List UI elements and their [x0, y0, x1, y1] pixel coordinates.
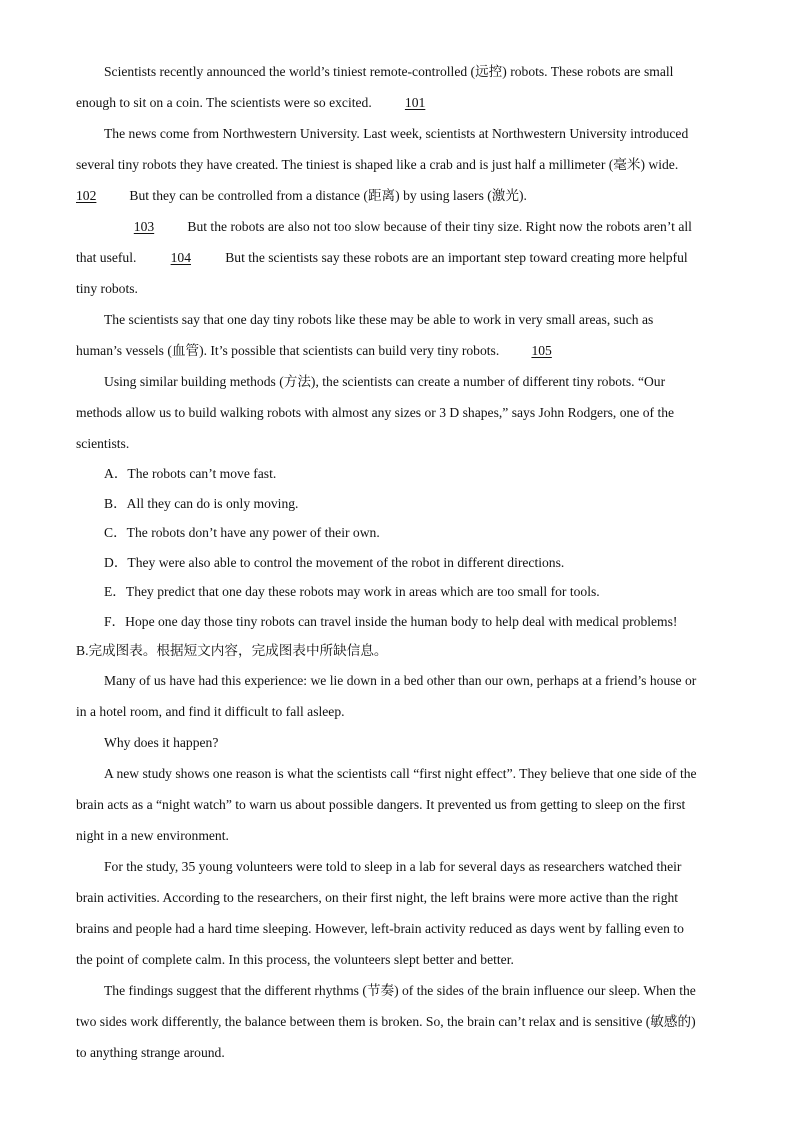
- option-c: C．The robots don’t have any power of their own.: [104, 525, 380, 540]
- section-b-p4-line4: the point of complete calm. In this process, the volunteers slept better and better.: [76, 952, 514, 967]
- passage-a-p2-line3: [76, 180, 724, 211]
- passage-a-p5-line1: Using similar building methods (方法), the scientists can create a number of different tiny robots. “Our: [104, 374, 666, 389]
- section-b-p4-line3: brains and people had a hard time sleeping. However, left-brain activity reduced as days went by falling even to: [76, 921, 684, 936]
- section-b-p1-line2: in a hotel room, and find it difficult to fall asleep.: [76, 704, 345, 719]
- section-b-p5-line2: two sides work differently, the balance between them is broken. So, the brain can’t relax and is sensitive (敏感的): [76, 1014, 696, 1029]
- option-f: F．Hope one day those tiny robots can travel inside the human body to help deal with medical problems!: [104, 613, 678, 629]
- blank-104[interactable]: 104: [170, 250, 191, 265]
- blank-101[interactable]: 101: [404, 95, 426, 110]
- passage-a-p1-text: enough to sit on a coin. The scientists were so excited.: [76, 95, 376, 110]
- option-e: E．They predict that one day these robots may work in areas which are too small for tools.: [104, 584, 600, 599]
- option-a: A．The robots can’t move fast.: [104, 466, 277, 481]
- passage-a-p2-line2: several tiny robots they have created. The tiniest is shaped like a crab and is just half a millimeter (毫米) wide.: [76, 157, 679, 172]
- passage-a-p5-line3: scientists.: [76, 436, 130, 451]
- blank-102[interactable]: 102: [76, 188, 97, 203]
- passage-a-p1-line2: [76, 87, 724, 118]
- passage-a-p3-text-2: that useful.: [76, 250, 140, 265]
- section-b-heading: B.完成图表。根据短文内容，完成图表中所缺信息。: [76, 643, 388, 658]
- passage-a-p4-line1: The scientists say that one day tiny robots like these may be able to work in very small areas, such as: [104, 312, 654, 327]
- section-b-p3-line3: night in a new environment.: [76, 828, 229, 843]
- passage-a-p3-line2: [76, 242, 724, 273]
- passage-a-p3-line1: [76, 211, 724, 242]
- passage-a-p4-line2: [76, 335, 724, 366]
- section-b-p3-line2: brain acts as a “night watch” to warn us about possible dangers. It prevented us from getting to sleep on the first: [76, 797, 686, 812]
- passage-a-p3-line3: tiny robots.: [76, 281, 138, 296]
- option-b: B．All they can do is only moving.: [104, 495, 299, 511]
- blank-105[interactable]: 105: [531, 343, 552, 358]
- passage-a-p3-text-3: But the scientists say these robots are an important step toward creating more helpful: [221, 250, 688, 265]
- section-b-p1-line1: Many of us have had this experience: we lie down in a bed other than our own, perhaps at a friend’s house or: [104, 673, 697, 688]
- section-b-p4-line2: brain activities. According to the researchers, on their first night, the left brains were more active than the right: [76, 890, 679, 905]
- options-list: [76, 459, 724, 636]
- option-d: D．They were also able to control the movement of the robot in different directions.: [104, 554, 565, 570]
- section-b-p2: Why does it happen?: [104, 735, 219, 750]
- passage-a-p2-line1: The news come from Northwestern University. Last week, scientists at Northwestern University introduced: [104, 126, 689, 141]
- section-b-p4-line1: For the study, 35 young volunteers were told to sleep in a lab for several days as researchers watched their: [104, 859, 682, 874]
- passage-a-p1-line1: Scientists recently announced the world’s tiniest remote-controlled (远控) robots. These robots are small: [104, 64, 674, 79]
- section-b-p3-line1: A new study shows one reason is what the scientists call “first night effect”. They believe that one side of the: [104, 766, 697, 781]
- blank-103[interactable]: 103: [133, 219, 155, 234]
- document-page: [76, 56, 724, 1068]
- section-b-p5-line3: to anything strange around.: [76, 1045, 225, 1060]
- passage-a-p4-text: human’s vessels (血管). It’s possible that scientists can build very tiny robots.: [76, 343, 503, 358]
- passage-a-p2-text: But they can be controlled from a distance (距离) by using lasers (激光).: [126, 188, 527, 203]
- passage-a-p3-text: But the robots are also not too slow because of their tiny size. Right now the robots aren’t all: [184, 219, 692, 234]
- section-b-p5-line1: The findings suggest that the different rhythms (节奏) of the sides of the brain influence our sleep. When the: [104, 983, 696, 998]
- passage-a-p5-line2: methods allow us to build walking robots with almost any sizes or 3 D shapes,” says John Rodgers, one of the: [76, 405, 675, 420]
